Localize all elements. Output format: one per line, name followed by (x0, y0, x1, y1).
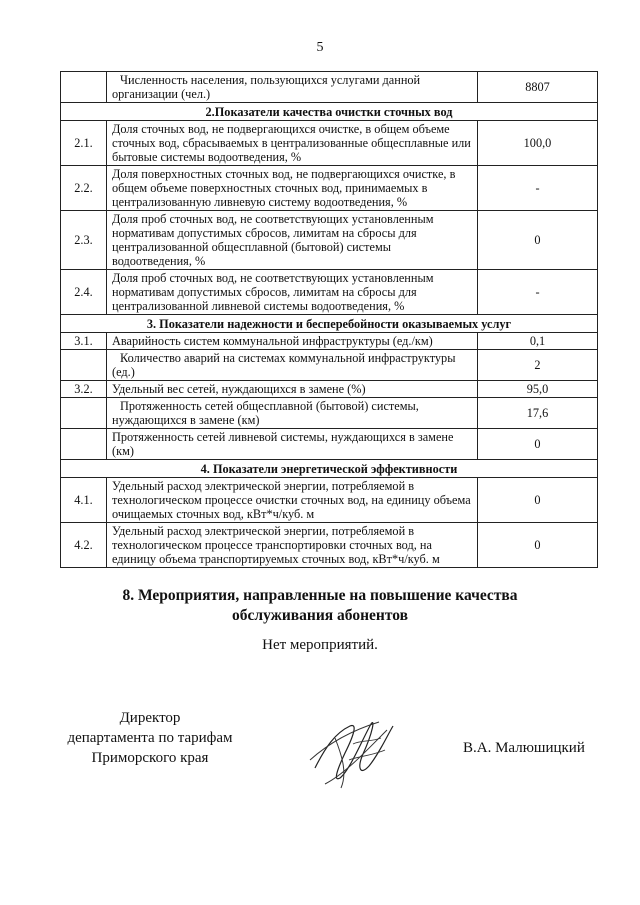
row-description: Удельный вес сетей, нуждающихся в замене (%) (107, 381, 478, 398)
row-value: 95,0 (478, 381, 598, 398)
indicators-table (60, 71, 598, 568)
row-description: Количество аварий на системах коммунальной инфраструктуры (ед.) (107, 350, 478, 381)
row-description: Удельный расход электрической энергии, потребляемой в технологическом процессе очистки сточных вод, на единицу объема очищаемых сточных вод, кВт*ч/куб. м (107, 478, 478, 523)
section-heading: 2.Показатели качества очистки сточных вод (61, 103, 598, 121)
row-number: 4.1. (61, 478, 107, 523)
section-8-heading (0, 586, 640, 626)
row-description: Доля сточных вод, не подвергающихся очистке, в общем объеме сточных вод, сбрасываемых в централизованные общесплавные или бытовые системы водоотведения, % (107, 121, 478, 166)
section-8-body: Нет мероприятий. (262, 637, 378, 653)
table-row (61, 523, 598, 568)
table-row (61, 121, 598, 166)
section-heading: 4. Показатели энергетической эффективности (61, 460, 598, 478)
row-value: - (478, 270, 598, 315)
director-title (55, 708, 245, 768)
row-number: 2.4. (61, 270, 107, 315)
handwritten-signature (305, 708, 405, 792)
row-number (61, 398, 107, 429)
row-number: 3.1. (61, 333, 107, 350)
row-number: 2.3. (61, 211, 107, 270)
table-section-row (61, 103, 598, 121)
section-heading: 3. Показатели надежности и бесперебойности оказываемых услуг (61, 315, 598, 333)
table-row (61, 72, 598, 103)
table-section-row (61, 315, 598, 333)
row-value: 17,6 (478, 398, 598, 429)
director-title-line3: Приморского края (91, 750, 209, 766)
signer-name: В.А. Малюшицкий (463, 740, 585, 756)
row-description: Численность населения, пользующихся услугами данной организации (чел.) (107, 72, 478, 103)
row-description: Доля проб сточных вод, не соответствующих установленным нормативам допустимых сбросов, лимитам на сбросы для централизованной общесплавной (бытовой) системы водоотведения, % (107, 211, 478, 270)
page-number: 5 (316, 40, 324, 55)
table-row (61, 350, 598, 381)
row-number (61, 350, 107, 381)
table-row (61, 166, 598, 211)
row-value: 0 (478, 211, 598, 270)
row-description: Аварийность систем коммунальной инфраструктуры (ед./км) (107, 333, 478, 350)
director-title-line2: департамента по тарифам (67, 730, 233, 746)
row-value: 0 (478, 478, 598, 523)
table-row (61, 429, 598, 460)
row-value: 100,0 (478, 121, 598, 166)
row-description: Протяженность сетей общесплавной (бытовой) системы, нуждающихся в замене (км) (107, 398, 478, 429)
row-number: 4.2. (61, 523, 107, 568)
table-row (61, 211, 598, 270)
section-8-heading-line1: 8. Мероприятия, направленные на повышение качества (122, 587, 518, 604)
row-value: 0 (478, 523, 598, 568)
row-number: 3.2. (61, 381, 107, 398)
table-row (61, 333, 598, 350)
row-number: 2.2. (61, 166, 107, 211)
row-value: 0 (478, 429, 598, 460)
indicators-table-body (61, 72, 598, 568)
row-value: - (478, 166, 598, 211)
table-section-row (61, 460, 598, 478)
row-description: Доля проб сточных вод, не соответствующих установленным нормативам допустимых сбросов, лимитам на сбросы для централизованной ливневой системы водоотведения, % (107, 270, 478, 315)
row-description: Удельный расход электрической энергии, потребляемой в технологическом процессе транспортировки сточных вод, на единицу объема транспортируемых сточных вод, кВт*ч/куб. м (107, 523, 478, 568)
section-8-heading-line2: обслуживания абонентов (232, 607, 408, 624)
director-title-line1: Директор (119, 710, 181, 726)
row-number (61, 72, 107, 103)
table-row (61, 398, 598, 429)
table-row (61, 478, 598, 523)
row-value: 2 (478, 350, 598, 381)
row-number: 2.1. (61, 121, 107, 166)
row-description: Протяженность сетей ливневой системы, нуждающихся в замене (км) (107, 429, 478, 460)
row-value: 8807 (478, 72, 598, 103)
table-row (61, 270, 598, 315)
table-row (61, 381, 598, 398)
row-description: Доля поверхностных сточных вод, не подвергающихся очистке, в общем объеме поверхностных сточных вод, принимаемых в централизованную ливневую систему водоотведения, % (107, 166, 478, 211)
row-number (61, 429, 107, 460)
row-value: 0,1 (478, 333, 598, 350)
